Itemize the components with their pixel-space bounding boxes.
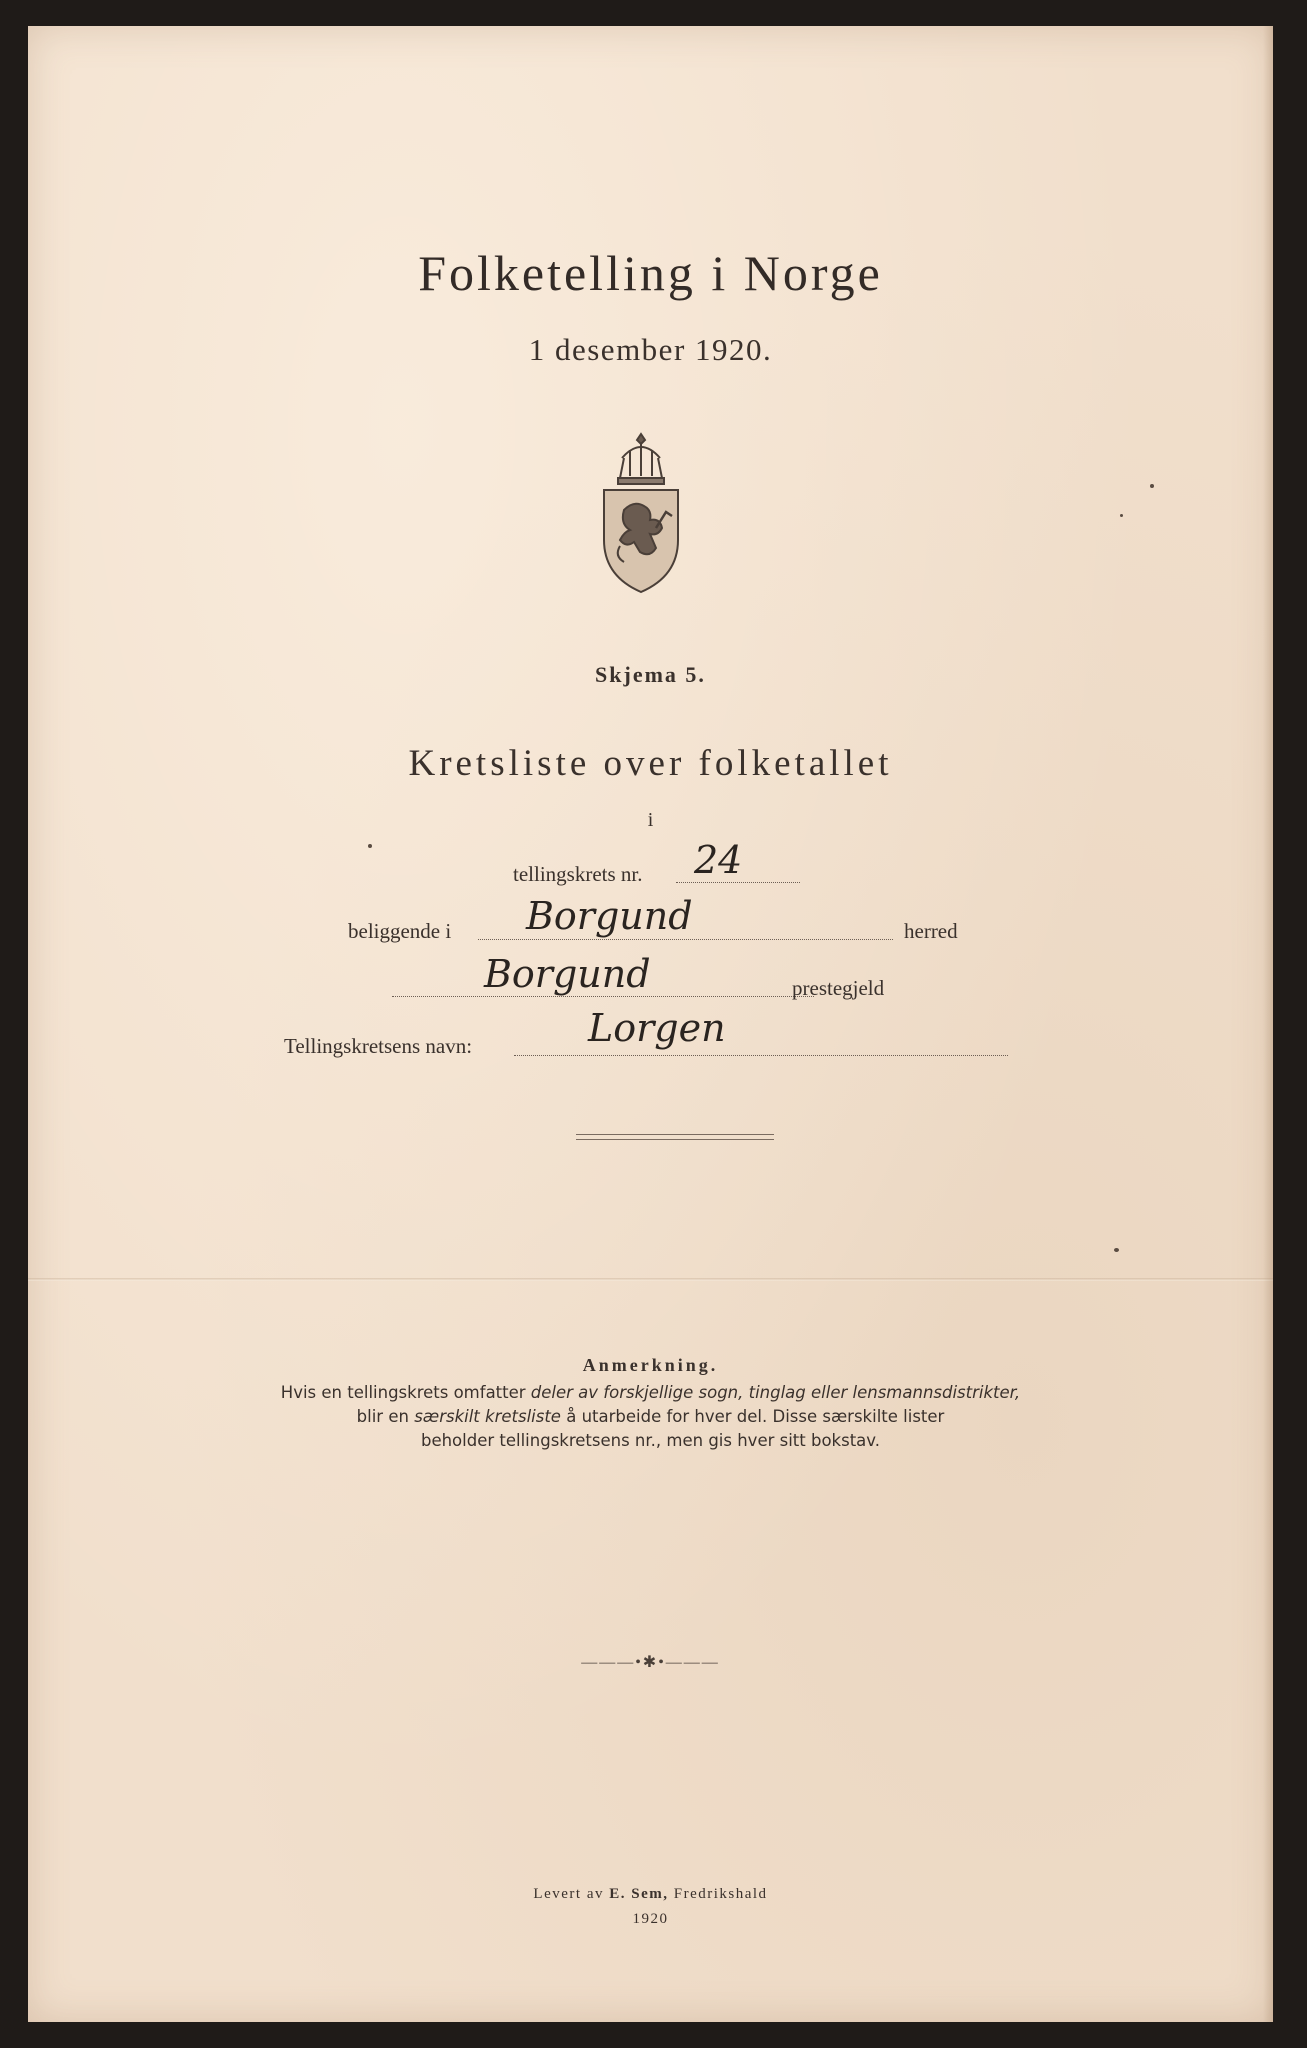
printer-credit — [28, 1886, 1273, 1903]
ink-speck — [1120, 514, 1123, 517]
herred-value: Borgund — [526, 894, 693, 938]
divider-rule-top — [576, 1134, 774, 1135]
ornament-divider: ———•✱•——— — [581, 1654, 720, 1671]
ink-speck — [1114, 1248, 1119, 1252]
census-date: 1 desember 1920. — [528, 332, 773, 367]
paper-edge-shadow — [1263, 26, 1273, 2022]
note-line-2-text-b: å utarbeide for hver del. Disse særskilte lister — [560, 1407, 945, 1426]
herred-line — [478, 939, 893, 940]
printer-name: E. Sem, — [609, 1886, 669, 1902]
note-title: Anmerkning. — [582, 1355, 719, 1375]
district-number-line — [676, 882, 800, 883]
printer-year: 1920 — [632, 1911, 669, 1927]
district-number-value: 24 — [694, 838, 743, 882]
printer-credit-prefix: Levert av — [533, 1886, 610, 1902]
note-line-2-emphasis: særskilt kretsliste — [414, 1407, 561, 1426]
note-line-1-text: Hvis en tellingskrets omfatter — [280, 1383, 531, 1402]
district-name-line — [514, 1055, 1008, 1056]
district-number-label: tellingskrets nr. — [513, 862, 643, 886]
document-title: Folketelling i Norge — [418, 245, 883, 301]
paper-fold — [28, 1278, 1273, 1281]
schema-number: Skjema 5. — [595, 662, 706, 687]
form-subtitle: Kretsliste over folketallet — [408, 743, 893, 784]
herred-label: herred — [904, 919, 958, 943]
note-line-1-emphasis: deler av forskjellige sogn, tinglag eller lensmannsdistrikter, — [530, 1383, 1021, 1402]
district-name-value: Lorgen — [588, 1006, 726, 1050]
norwegian-coat-of-arms-icon — [594, 428, 688, 594]
parish-line — [392, 996, 814, 997]
located-in-label: beliggende i — [348, 919, 452, 943]
note-line-2-text-a: blir en — [356, 1407, 415, 1426]
ink-speck — [368, 844, 372, 848]
census-form-page — [28, 26, 1273, 2022]
parish-label: prestegjeld — [792, 976, 885, 1000]
parish-value: Borgund — [484, 952, 651, 996]
connector-word: i — [647, 809, 654, 831]
district-name-label: Tellingskretsens navn: — [284, 1034, 473, 1058]
divider-rule-bottom — [576, 1139, 774, 1140]
note-line-2 — [28, 1407, 1273, 1426]
ink-speck — [1150, 484, 1154, 488]
printer-city: Fredrikshald — [668, 1886, 768, 1902]
note-line-3: beholder tellingskretsens nr., men gis hver sitt bokstav. — [420, 1431, 881, 1450]
note-line-1 — [28, 1383, 1273, 1402]
